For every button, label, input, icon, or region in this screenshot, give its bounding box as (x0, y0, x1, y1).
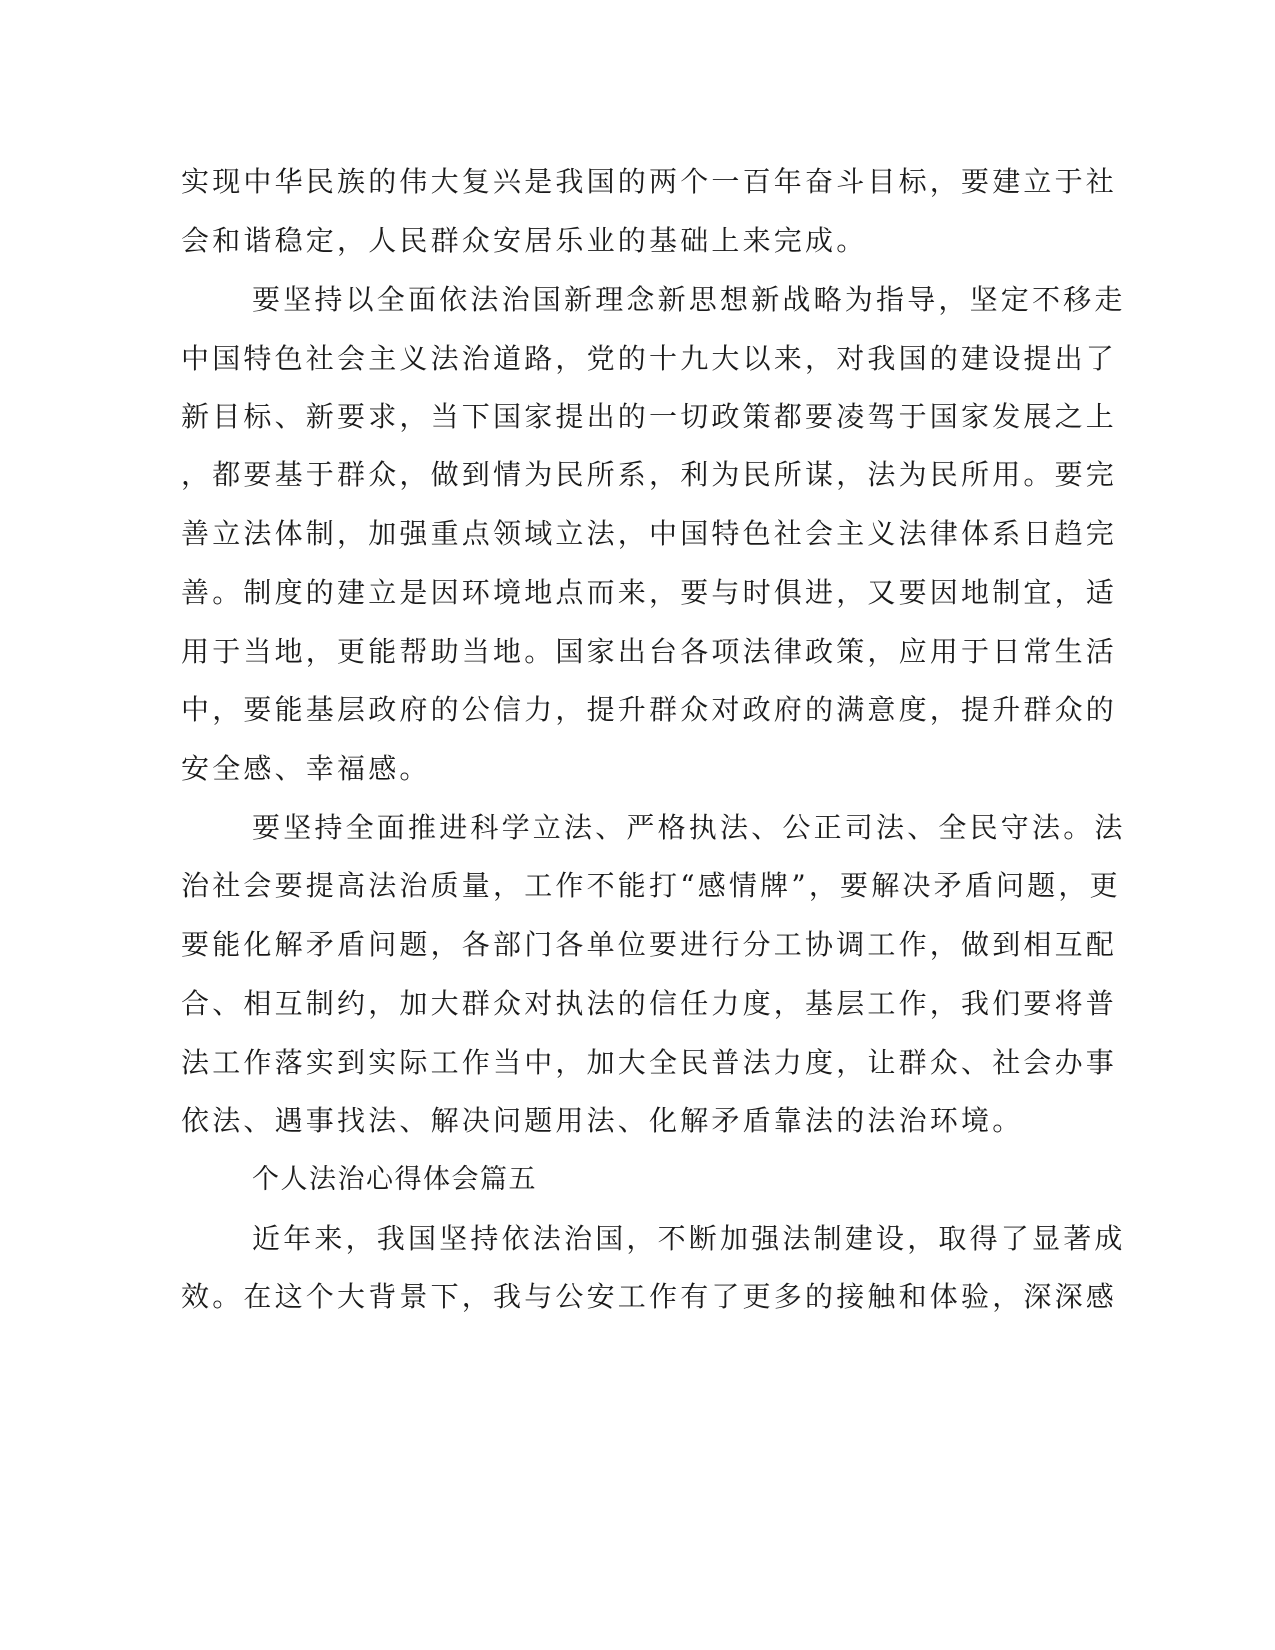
paragraph-first-line: 近年来，我国坚持依法治国，不断加强法制建设，取得了显著成 (252, 1222, 1126, 1255)
paragraph-first-line: 要坚持以全面依法治国新理念新思想新战略为指导，坚定不移走 (252, 283, 1126, 316)
text-line: 实现中华民族的伟大复兴是我国的两个一百年奋斗目标，要建立于社 (181, 165, 1118, 198)
text-line: 治社会要提高法治质量，工作不能打“感情牌”，要解决矛盾问题，更 (181, 869, 1121, 902)
text-line: 中，要能基层政府的公信力，提升群众对政府的满意度，提升群众的 (181, 693, 1118, 726)
section-heading: 个人法治心得体会篇五 (252, 1164, 537, 1195)
text-line: 效。在这个大背景下，我与公安工作有了更多的接触和体验，深深感 (181, 1280, 1118, 1313)
text-line: 要能化解矛盾问题，各部门各单位要进行分工协调工作，做到相互配 (181, 928, 1118, 961)
text-line: ，都要基于群众，做到情为民所系，利为民所谋，法为民所用。要完 (181, 458, 1118, 491)
text-line: 会和谐稳定，人民群众安居乐业的基础上来完成。 (181, 224, 868, 257)
text-line: 安全感、幸福感。 (181, 752, 431, 785)
text-line: 用于当地，更能帮助当地。国家出台各项法律政策，应用于日常生活 (181, 635, 1118, 668)
text-line: 新目标、新要求，当下国家提出的一切政策都要凌驾于国家发展之上 (181, 400, 1118, 433)
text-line: 中国特色社会主义法治道路，党的十九大以来，对我国的建设提出了 (181, 342, 1118, 375)
text-line: 法工作落实到实际工作当中，加大全民普法力度，让群众、社会办事 (181, 1046, 1118, 1079)
text-line: 善。制度的建立是因环境地点而来，要与时俱进，又要因地制宜，适 (181, 576, 1118, 609)
text-line: 善立法体制，加强重点领域立法，中国特色社会主义法律体系日趋完 (181, 517, 1118, 550)
text-line: 合、相互制约，加大群众对执法的信任力度，基层工作，我们要将普 (181, 987, 1118, 1020)
paragraph-first-line: 要坚持全面推进科学立法、严格执法、公正司法、全民守法。法 (252, 811, 1126, 844)
text-line: 依法、遇事找法、解决问题用法、化解矛盾靠法的法治环境。 (181, 1104, 1024, 1137)
